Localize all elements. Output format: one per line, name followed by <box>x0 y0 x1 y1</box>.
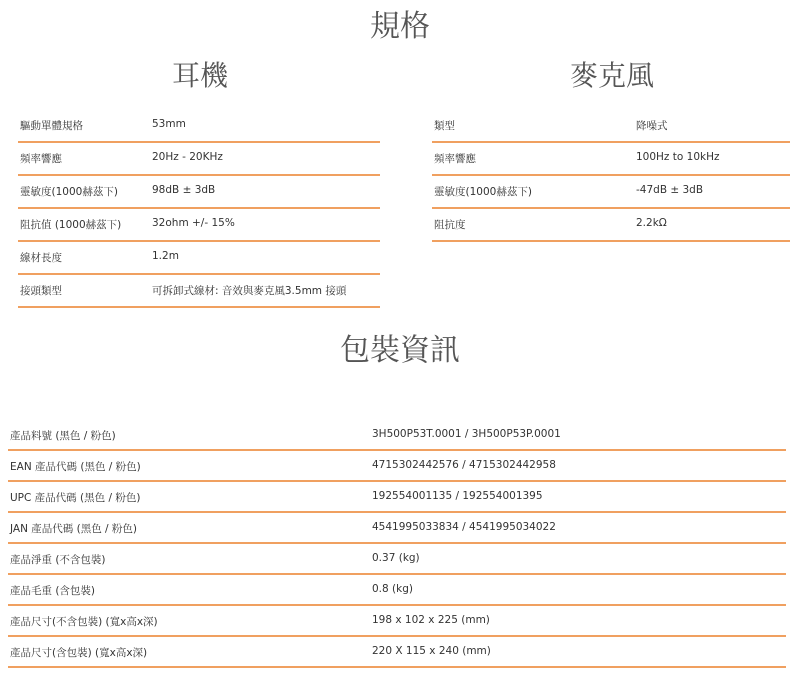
packaging-label: 產品尺寸(不含包裝) (寬x高x深) <box>10 616 158 628</box>
packaging-label: EAN 產品代碼 (黑色 / 粉色) <box>10 461 141 473</box>
spec-value: 20Hz - 20KHz <box>152 151 223 163</box>
table-row <box>432 110 790 143</box>
spec-value: 可拆卸式線材: 音效與麥克風3.5mm 接頭 <box>152 285 347 297</box>
table-row <box>18 275 380 308</box>
table-row <box>432 209 790 242</box>
spec-label: 靈敏度(1000赫茲下) <box>434 186 532 198</box>
spec-value: 53mm <box>152 118 186 130</box>
table-row <box>18 242 380 275</box>
packaging-value: 220 X 115 x 240 (mm) <box>372 645 491 657</box>
spec-value: -47dB ± 3dB <box>636 184 704 196</box>
spec-label: 類型 <box>434 120 455 132</box>
spec-label: 阻抗值 (1000赫茲下) <box>20 219 122 231</box>
packaging-value: 4541995033834 / 4541995034022 <box>372 521 556 533</box>
packaging-label: JAN 產品代碼 (黑色 / 粉色) <box>10 523 138 535</box>
headphone-title: 耳機 <box>171 59 228 92</box>
packaging-value: 0.8 (kg) <box>372 583 413 595</box>
spec-label: 線材長度 <box>20 252 62 264</box>
table-row <box>8 513 786 544</box>
spec-label: 頻率響應 <box>434 153 476 165</box>
table-row <box>18 110 380 143</box>
packaging-title: 包裝資訊 <box>340 333 460 368</box>
table-row <box>8 637 786 668</box>
spec-value: 100Hz to 10kHz <box>636 151 720 163</box>
spec-value: 32ohm +/- 15% <box>152 217 235 229</box>
table-row <box>18 143 380 176</box>
spec-label: 阻抗度 <box>434 219 466 231</box>
headphone-spec-table <box>18 110 380 308</box>
microphone-title: 麥克風 <box>569 59 654 92</box>
spec-label: 接頭類型 <box>20 285 62 297</box>
table-row <box>8 482 786 513</box>
table-row <box>8 575 786 606</box>
table-row <box>18 176 380 209</box>
spec-label: 頻率響應 <box>20 153 62 165</box>
table-row <box>8 420 786 451</box>
table-row <box>8 451 786 482</box>
table-row <box>8 544 786 575</box>
packaging-value: 198 x 102 x 225 (mm) <box>372 614 490 626</box>
table-row <box>18 209 380 242</box>
table-row <box>8 606 786 637</box>
spec-value: 2.2kΩ <box>636 217 667 229</box>
spec-value: 98dB ± 3dB <box>152 184 216 196</box>
spec-label: 靈敏度(1000赫茲下) <box>20 186 118 198</box>
packaging-value: 4715302442576 / 4715302442958 <box>372 459 556 471</box>
packaging-label: 產品料號 (黑色 / 粉色) <box>10 430 116 442</box>
packaging-table <box>8 420 786 668</box>
spec-title: 規格 <box>370 9 430 44</box>
microphone-spec-table <box>432 110 790 242</box>
packaging-label: 產品尺寸(含包裝) (寬x高x深) <box>10 647 148 659</box>
spec-label: 驅動單體規格 <box>20 120 83 132</box>
spec-value: 1.2m <box>152 250 179 262</box>
packaging-label: 產品淨重 (不含包裝) <box>10 554 106 566</box>
table-row <box>432 143 790 176</box>
packaging-value: 0.37 (kg) <box>372 552 420 564</box>
packaging-label: 產品毛重 (含包裝) <box>10 585 96 597</box>
packaging-value: 192554001135 / 192554001395 <box>372 490 543 502</box>
packaging-label: UPC 產品代碼 (黑色 / 粉色) <box>10 492 141 504</box>
spec-value: 降噪式 <box>636 120 668 132</box>
table-row <box>432 176 790 209</box>
packaging-value: 3H500P53T.0001 / 3H500P53P.0001 <box>372 428 561 440</box>
